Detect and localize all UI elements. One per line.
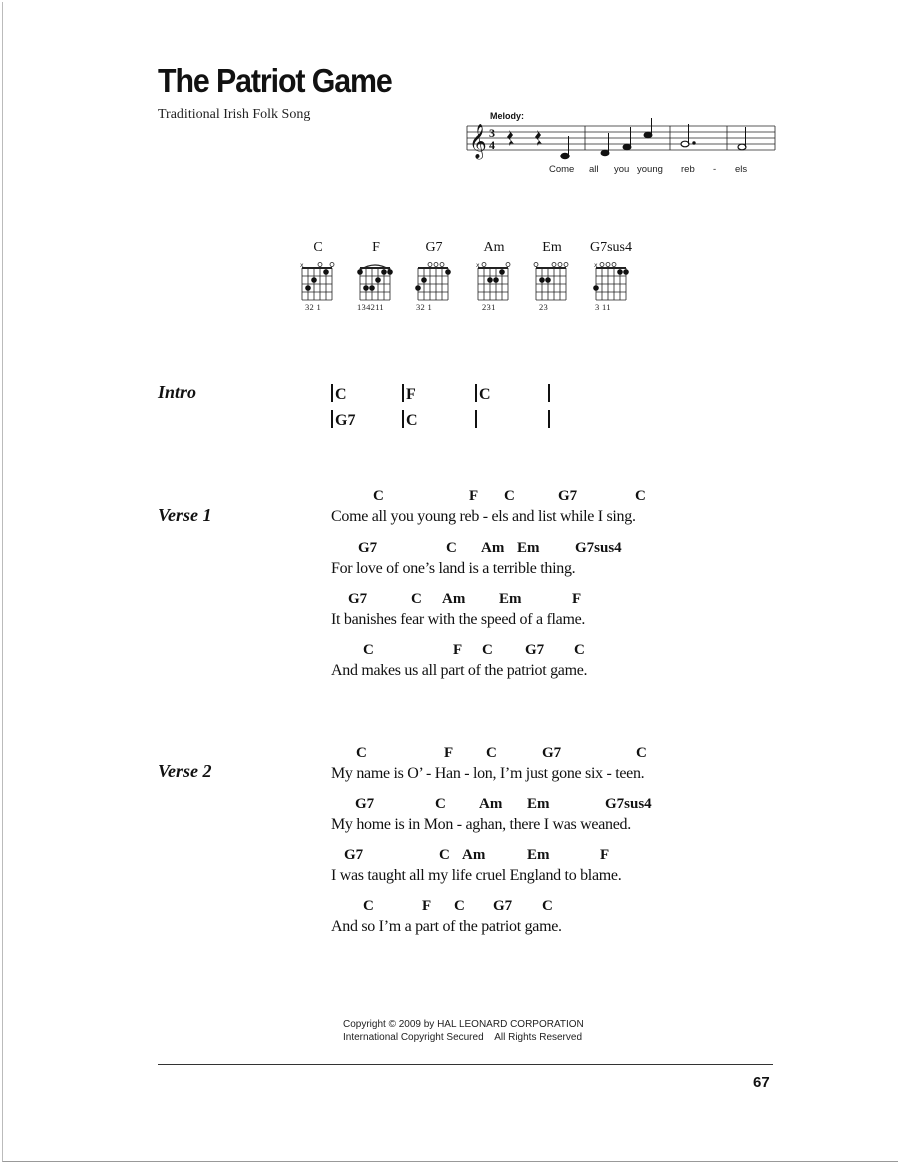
chord-symbol: G7 — [525, 642, 545, 658]
lyric-line: I was taught all my life cruel England to blame. — [331, 867, 622, 884]
chord-symbol: F — [600, 847, 610, 863]
chord-symbol: Am — [462, 847, 486, 863]
intro-measure: C — [475, 384, 491, 404]
lyric-line: For love of one’s land is a terrible thing. — [331, 560, 576, 577]
bar-line — [331, 410, 333, 428]
chord-fingering: 32 1 — [416, 302, 433, 312]
chord-row — [331, 796, 751, 816]
note-reb — [681, 124, 695, 147]
chord-symbol: G7 — [542, 745, 562, 761]
chord-symbol: Am — [442, 591, 466, 607]
chord-symbol: C — [356, 745, 367, 761]
note-young — [644, 118, 652, 138]
chord-symbol: G7 — [344, 847, 364, 863]
intro-measure: F — [402, 384, 416, 404]
verse-2-line-3 — [331, 847, 751, 897]
melody-lyric: young — [637, 164, 663, 175]
chord-diagram-name: C — [313, 240, 323, 255]
bar-line — [402, 384, 404, 402]
chord-symbol: G7sus4 — [575, 540, 622, 556]
chord-fingering: 134211 — [357, 302, 384, 312]
chord-symbol: G7sus4 — [605, 796, 652, 812]
chord-symbol: Em — [499, 591, 522, 607]
chord-symbol: F — [572, 591, 582, 607]
section-label-intro: Intro — [158, 382, 197, 402]
chord-diagram-name: F — [372, 240, 380, 255]
footer-divider — [158, 1064, 773, 1065]
chord-fingering: 23 — [539, 302, 549, 312]
melody-staff — [465, 118, 777, 162]
chord-fingering: 231 — [482, 302, 496, 312]
chord-row — [331, 847, 751, 867]
chord-symbol: C — [411, 591, 422, 607]
lyric-line: And so I’m a part of the patriot game. — [331, 918, 562, 935]
bar-line — [475, 384, 477, 402]
intro-measure-end — [548, 410, 552, 430]
verse-2-line-1 — [331, 745, 751, 795]
chord-grid-am — [474, 262, 514, 302]
copyright-line: Copyright © 2009 by HAL LEONARD CORPORATION — [343, 1019, 584, 1030]
chord-grid-c — [298, 262, 338, 302]
chord-row — [331, 488, 751, 508]
bar-line — [548, 410, 550, 428]
bar-line — [548, 384, 550, 402]
chord-symbol: G7 — [348, 591, 368, 607]
chord-diagram-name: Em — [542, 240, 562, 255]
section-label-verse-2: Verse 2 — [158, 761, 212, 781]
chord-symbol: F — [453, 642, 463, 658]
chord-symbol: Am — [481, 540, 505, 556]
chord-symbol: C — [542, 898, 553, 914]
page-number: 67 — [753, 1074, 770, 1091]
verse-1-line-4 — [331, 642, 751, 692]
chord-symbol: Em — [527, 847, 550, 863]
chord-symbol: Em — [527, 796, 550, 812]
chord-symbol: Em — [517, 540, 540, 556]
chord-fingering: 32 1 — [305, 302, 322, 312]
melody-label: Melody: — [490, 111, 525, 121]
melody-lyric: els — [735, 164, 748, 175]
intro-measure — [475, 410, 479, 430]
verse-1-line-3 — [331, 591, 751, 641]
melody-lyric: - — [713, 164, 717, 175]
chord-symbol: F — [422, 898, 432, 914]
chord-diagram-name: G7 — [425, 240, 443, 255]
chord-symbol: C — [486, 745, 497, 761]
chord-row — [331, 540, 751, 560]
melody-lyric: reb — [681, 164, 695, 175]
lyric-line: Come all you young reb - els and list while I sing. — [331, 508, 636, 525]
song-title: The Patriot Game — [158, 62, 392, 99]
chord-row — [331, 745, 751, 765]
chord-symbol: C — [482, 642, 493, 658]
time-signature-top: 3 — [489, 126, 495, 140]
lyric-line: My name is O’ - Han - lon, I’m just gone six - teen. — [331, 765, 645, 782]
chord-grid-g7 — [414, 262, 454, 302]
chord-symbol: G7 — [355, 796, 375, 812]
chord-symbol: C — [373, 488, 384, 504]
chord-fingering: 3 11 — [595, 302, 611, 312]
chord-symbol: C — [504, 488, 515, 504]
chord-symbol: C — [363, 642, 374, 658]
lyric-line: It banishes fear with the speed of a flame. — [331, 611, 586, 628]
intro-measure: C — [331, 384, 347, 404]
chord-row — [331, 591, 751, 611]
intro-measure-end — [548, 384, 552, 404]
time-signature-bottom: 4 — [489, 138, 495, 152]
chord-symbol: C — [635, 488, 646, 504]
copyright-line: International Copyright Secured All Rights Reserved — [343, 1032, 583, 1043]
chord-grid-f — [356, 262, 396, 302]
lyric-line: My home is in Mon - aghan, there I was weaned. — [331, 816, 631, 833]
chord-row — [331, 642, 751, 662]
intro-measure: G7 — [331, 410, 355, 430]
chord-symbol: C — [435, 796, 446, 812]
lyric-line: And makes us all part of the patriot game. — [331, 662, 588, 679]
song-subtitle: Traditional Irish Folk Song — [158, 107, 311, 122]
svg-text:x: x — [300, 262, 304, 269]
chord-row — [331, 898, 751, 918]
verse-2-line-4 — [331, 898, 751, 948]
svg-text:x: x — [594, 262, 598, 269]
chord-symbol: C — [363, 898, 374, 914]
melody-lyric: you — [614, 164, 630, 175]
chord-diagram-name: G7sus4 — [589, 240, 632, 255]
melody-lyric: Come — [549, 164, 575, 175]
verse-2-line-2 — [331, 796, 751, 846]
chord-grid-em — [532, 262, 572, 302]
chord-symbol: Am — [479, 796, 503, 812]
section-label-verse-1: Verse 1 — [158, 505, 212, 525]
note-come — [560, 136, 570, 159]
chord-symbol: C — [439, 847, 450, 863]
verse-1-line-2 — [331, 540, 751, 590]
bar-line — [402, 410, 404, 428]
intro-measure: C — [402, 410, 418, 430]
chord-symbol: C — [446, 540, 457, 556]
verse-1-line-1 — [331, 488, 751, 538]
chord-symbol: G7 — [358, 540, 378, 556]
chord-symbol: C — [636, 745, 647, 761]
bar-line — [475, 410, 477, 428]
treble-clef-icon: 𝄞 — [469, 124, 487, 159]
chord-symbol: F — [444, 745, 454, 761]
melody-lyric: all — [589, 164, 599, 175]
chord-symbol: G7 — [558, 488, 578, 504]
chord-grid-g7sus4 — [592, 262, 632, 302]
svg-text:x: x — [476, 262, 480, 269]
copyright-notice — [343, 1018, 584, 1044]
chord-symbol: G7 — [493, 898, 513, 914]
chord-symbol: C — [574, 642, 585, 658]
chord-diagram-name: Am — [483, 240, 505, 255]
chord-symbol: C — [454, 898, 465, 914]
chord-symbol: F — [469, 488, 479, 504]
bar-line — [331, 384, 333, 402]
